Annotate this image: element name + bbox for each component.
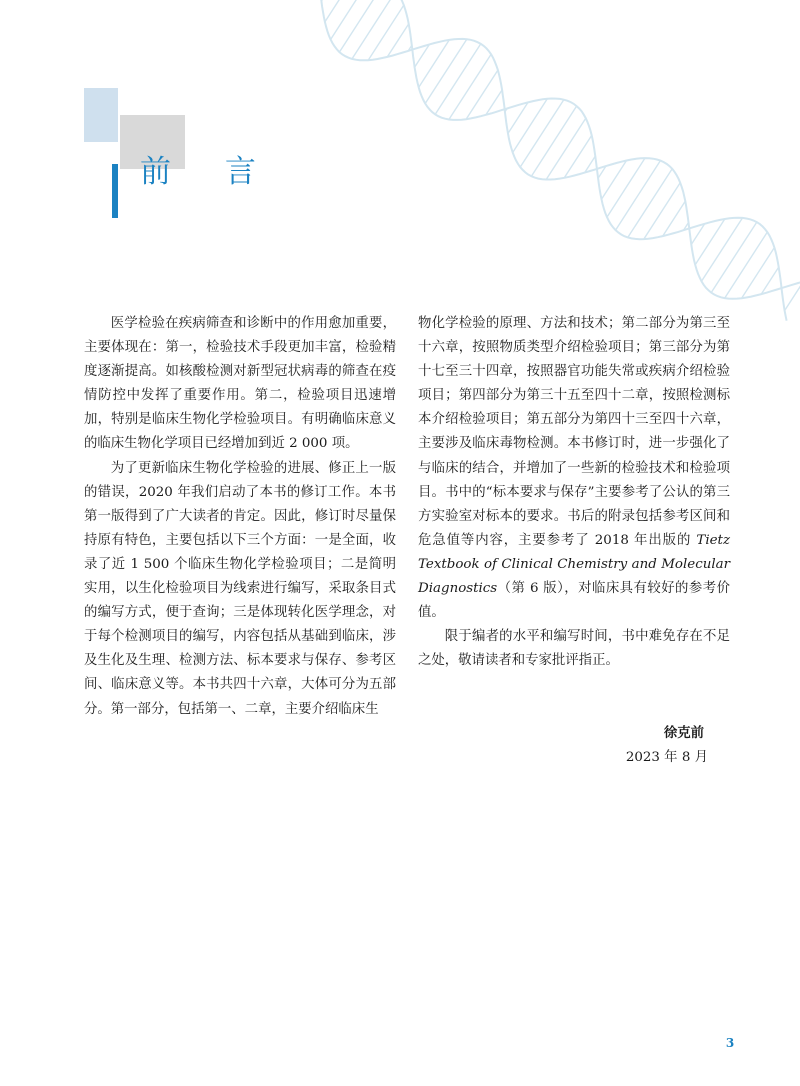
dna-rung [616,161,661,231]
dna-rung [435,44,481,115]
left-column [84,312,396,722]
paragraph-2-continued-text-a: 物化学检验的原理、方法和技术；第二部分为第三至十六章，按照物质类型介绍检验项目；第三部分为第十七至三十四章，按照器官功能失常或疾病介绍检验项目；第四部分为第三十五至四十二章，按照检测标本介绍检验项目；第五部分为第四十三至四十六章，主要涉及临床毒物检测。本书修订时，进一步强化了与临床的结合，并增加了一些新的检验技术和检验项目。书中的“标本要求与保存”主要参考了公认的第三方实验室对标本的要求。书后的附录包括参考区间和危急值等内容，主要参考了 2018 年出版的 [418,316,730,548]
signature-date: 2023 年 8 月 [625,749,708,765]
dna-rung [321,0,330,1]
paragraph-2-continued-text-b: （第 6 版），对临床具有较好的参考价值。 [418,581,730,621]
right-column [418,312,730,770]
paragraph-1: 医学检验在疾病筛查和诊断中的作用愈加重要，主要体现在：第一，检验技术手段更加丰富，检验精度逐渐提高。如核酸检测对新型冠状病毒的筛查在疫情防控中发挥了重要作用。第二，检验项目迅速增加，特别是临床生物化学检验项目。有明确临床意义的临床生物化学项目已经增加到近 2 000 项。 [84,316,396,452]
dna-strand [320,0,800,299]
dna-rung [644,183,680,239]
signature-name: 徐克前 [663,725,704,742]
dna-rung [725,232,768,298]
dna-rung [702,218,743,281]
dna-rung [513,99,548,153]
reference-book-title: Tietz Textbook of Clinical Chemistry and Molecular Diagnostics [418,532,730,597]
dna-strand [320,0,787,321]
header-decor-blue-square [84,88,118,142]
dna-rung [325,0,351,22]
dna-rung [546,118,586,179]
page-number: 3 [725,1036,735,1050]
paragraph-2-continued [418,312,730,625]
dna-rung [711,222,757,293]
dna-rung [425,39,467,103]
dna-rung [520,100,564,167]
dna-helix-icon [300,0,800,330]
dna-rung [331,0,370,40]
page-title: 前 言 [140,154,278,190]
dna-rung [742,248,775,299]
paragraph-2: 为了更新临床生物化学检验的进展、修正上一版的错误，2020 年我们启动了本书的修订工作。本书第一版得到了广大读者的肯定。因此，修订时尽量保持原有特色，主要包括以下三个方面：一是全面，收录了近 1 500 个临床生物化学检验项目；二是简明实用，以生化检验项目为线索进行编写，采取条目式的编写方式，便于查询；三是体现转化医学理念，对于每个检测项目的编写，内容包括从基础到临床，涉及生化及生理、检测方法、标本要求与保存、参考区间、临床意义等。本书共四十六章，大体可分为五部分。第一部分，包括第一、二章，主要介绍临床生 [84,460,396,717]
dna-rung [368,5,404,60]
paragraph-3: 限于编者的水平和编写时间，书中难免存在不足之处，敬请读者和专家批评指正。 [418,629,730,669]
dna-rung [449,54,491,119]
title-accent-bar [112,164,118,218]
dna-rung [607,158,645,217]
dna-rung [628,169,672,238]
dna-rung [782,288,783,289]
dna-rung [531,106,576,176]
